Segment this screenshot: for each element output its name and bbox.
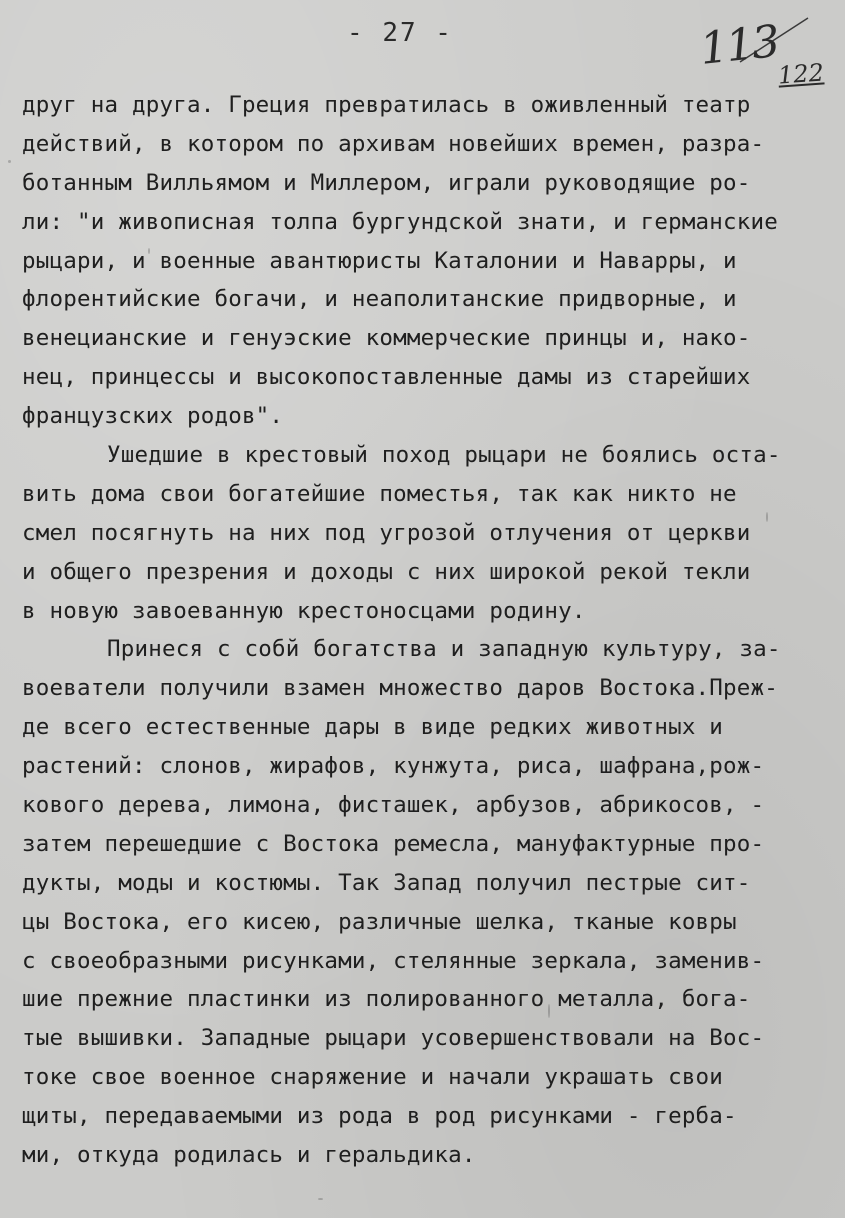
paper-speck [548,1004,550,1018]
typewritten-text [22,86,845,1175]
text-line: и общего презрения и доходы с них широкой рекой текли [22,558,751,585]
text-line: цы Востока, его кисею, различные шелка, тканые ковры [22,908,737,935]
text-line: рыцари, и военные авантюристы Каталонии и Наварры, и [22,247,737,274]
text-line: тые вышивки. Западные рыцари усовершенствовали на Вос- [22,1025,765,1052]
text-line: венецианские и генуэские коммерческие принцы и, нако- [22,325,751,352]
text-line: вить дома свои богатейшие поместья, так как никто не [22,480,737,507]
text-line: ми, откуда родилась и геральдика. [22,1142,476,1169]
text-line: дукты, моды и костюмы. Так Запад получил пестрые сит- [22,869,751,896]
page-number: - 27 - [347,18,453,48]
text-line: де всего естественные дары в виде редких животных и [22,714,724,741]
text-line: затем перешедшие с Востока ремесла, мануфактурные про- [22,830,765,857]
text-line: друг на друга. Греция превратилась в оживленный театр [22,92,751,118]
text-line: нец, принцессы и высокопоставленные дамы из старейших [22,364,751,391]
text-line: смел посягнуть на них под угрозой отлучения от церкви [22,519,751,546]
text-line: шие прежние пластинки из полированного металла, бога- [22,986,751,1013]
text-line: в новую завоеванную крестоносцами родину. [22,597,586,624]
text-line: ботанным Вилльямом и Миллером, играли руководящие ро- [22,169,751,196]
text-line: французских родов". [22,403,284,430]
archive-number-secondary: 122 [777,58,825,90]
text-line: растений: слонов, жирафов, кунжута, риса, шафрана,рож- [22,753,765,780]
archive-number-handwritten: 113 [697,16,781,75]
paragraph-start-line: Ушедшие в крестовый поход рыцари не боялись оста- [107,442,781,469]
paper-speck [318,1198,323,1200]
archive-folio-mark [697,14,840,94]
paper-speck [766,512,768,522]
text-line: воеватели получили взамен множество даров Востока.Преж- [22,675,779,702]
text-line: с своеобразными рисунками, стелянные зеркала, заменив- [22,947,765,974]
text-line: токе свое военное снаряжение и начали украшать свои [22,1064,724,1091]
paper-speck [148,248,150,254]
text-line: действий, в котором по архивам новейших времен, разра- [22,130,765,157]
text-line: ли: "и живописная толпа бургундской знати, и германские [22,208,779,235]
paper-speck [8,160,11,163]
text-line: кового дерева, лимона, фисташек, арбузов, абрикосов, - [22,792,765,819]
text-line: щиты, передаваемыми из рода в род рисунками - герба- [22,1103,737,1130]
paragraph-start-line: Принеся с собй богатства и западную культуру, за- [107,636,781,663]
text-line: флорентийские богачи, и неаполитанские придворные, и [22,286,737,313]
